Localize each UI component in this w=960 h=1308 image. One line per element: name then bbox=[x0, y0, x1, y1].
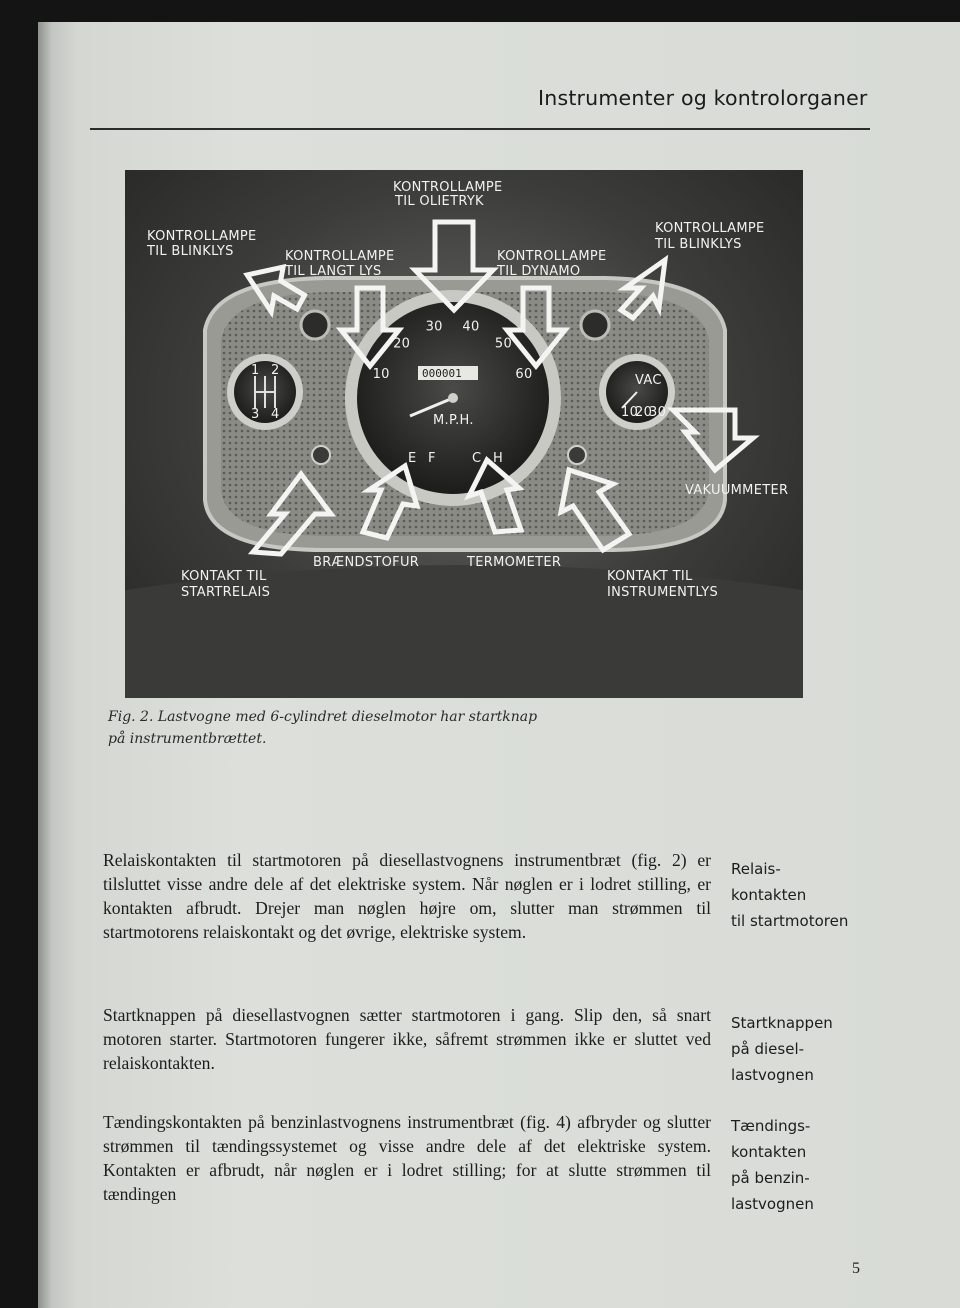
margin-note-relay bbox=[731, 856, 848, 934]
margin-note-line: lastvognen bbox=[731, 1066, 814, 1084]
paragraph-ignition-switch: Tændingskontakten på benzinlastvognens instrumentbræt (fig. 4) afbryder og slutter strømmen til tændingssystemet og visse andre dele af det elektriske system. Kontakten er afbrudt, når nøglen er i lodret stilling; for at slutte strømmen til tændingen bbox=[103, 1112, 711, 1204]
speed-number: 10 bbox=[372, 367, 390, 382]
margin-note-line: Startknappen bbox=[731, 1014, 833, 1032]
margin-note-line: kontakten bbox=[731, 886, 807, 904]
speed-number: 50 bbox=[494, 336, 513, 352]
label-blinker-right: KONTROLLAMPE TIL BLINKLYS bbox=[655, 221, 765, 252]
speed-number: 40 bbox=[462, 319, 480, 335]
odometer-value: 000001 bbox=[422, 367, 462, 380]
shift-number-1: 1 bbox=[251, 363, 260, 378]
vacuum-number-30: 30 bbox=[649, 405, 667, 420]
label-dynamo: KONTROLLAMPE TIL DYNAMO bbox=[497, 249, 607, 279]
label-vacuum-gauge: VAKUUMMETER bbox=[685, 483, 789, 498]
paragraph-start-button: Startknappen på diesellastvognen sætter startmotoren i gang. Slip den, så snart motoren starter. Startmotoren fungerer ikke, såfremt strømmen ikke er sluttet ved relaiskontakten. bbox=[103, 1005, 711, 1073]
figure-caption bbox=[108, 706, 668, 750]
label-thermometer: TERMOMETER bbox=[467, 555, 562, 570]
needle-hub bbox=[448, 393, 458, 403]
margin-note-line: lastvognen bbox=[731, 1195, 814, 1213]
speed-number: 20 bbox=[393, 336, 411, 352]
margin-note-line: Tændings- bbox=[731, 1117, 811, 1135]
page-binding-edge bbox=[38, 22, 52, 1308]
vacuum-number-10: 10 bbox=[621, 405, 639, 420]
shift-number-2: 2 bbox=[271, 363, 280, 378]
margin-note-line: til startmotoren bbox=[731, 912, 849, 930]
speed-number: 60 bbox=[515, 367, 533, 382]
label-fuel-gauge: BRÆNDSTOFUR bbox=[313, 555, 420, 570]
vacuum-number-20: 20 bbox=[635, 405, 653, 420]
margin-note-line: Relais- bbox=[731, 860, 781, 878]
dashboard-illustration bbox=[125, 170, 803, 698]
blinker-lamp-right bbox=[581, 311, 609, 339]
fuel-mark-full: F bbox=[428, 451, 436, 466]
speed-unit: M.P.H. bbox=[433, 413, 474, 428]
dashboard-photo bbox=[125, 170, 803, 698]
margin-note-start-button bbox=[731, 1010, 833, 1088]
caption-line-1: Fig. 2. Lastvogne med 6-cylindret dieselmotor har startknap bbox=[108, 709, 538, 725]
shift-number-4: 4 bbox=[271, 407, 280, 422]
speed-number: 30 bbox=[425, 319, 443, 335]
header-divider bbox=[90, 128, 870, 130]
temp-mark-hot: H bbox=[493, 451, 504, 466]
temp-mark-cold: C bbox=[472, 451, 482, 466]
instrument-light-knob bbox=[568, 446, 586, 464]
label-blinker-left: KONTROLLAMPE TIL BLINKLYS bbox=[147, 229, 257, 259]
margin-note-line: kontakten bbox=[731, 1143, 807, 1161]
fuel-mark-empty: E bbox=[408, 451, 417, 466]
vacuum-unit-label: VAC bbox=[635, 373, 662, 388]
label-high-beam: KONTROLLAMPE TIL LANGT LYS bbox=[285, 249, 395, 279]
margin-note-ignition bbox=[731, 1113, 814, 1217]
label-starter-relay: KONTAKT TIL STARTRELAIS bbox=[181, 569, 271, 600]
paragraph-relay-contact: Relaiskontakten til startmotoren på diesellastvognens instrumentbræt (fig. 2) er tilsluttet visse andre dele af det elektriske system. Når nøglen er i lodret stilling, er kontakten afbrudt. Drejer man nøglen højre om, slutter man strømmen til startmotorens relaiskontakt og det øvrige, elektriske system. bbox=[103, 850, 711, 942]
chapter-title: Instrumenter og kontrolorganer bbox=[538, 86, 868, 110]
shift-number-3: 3 bbox=[251, 407, 260, 422]
margin-note-line: på benzin- bbox=[731, 1169, 810, 1187]
page-number: 5 bbox=[852, 1260, 860, 1277]
margin-note-line: på diesel- bbox=[731, 1040, 805, 1058]
caption-line-2: på instrumentbrættet. bbox=[108, 731, 267, 747]
label-oil-pressure: KONTROLLAMPE TIL OLIETRYK bbox=[393, 180, 503, 209]
blinker-lamp-left bbox=[301, 311, 329, 339]
starter-relay-knob bbox=[312, 446, 330, 464]
label-instrument-light: KONTAKT TIL INSTRUMENTLYS bbox=[607, 569, 719, 600]
